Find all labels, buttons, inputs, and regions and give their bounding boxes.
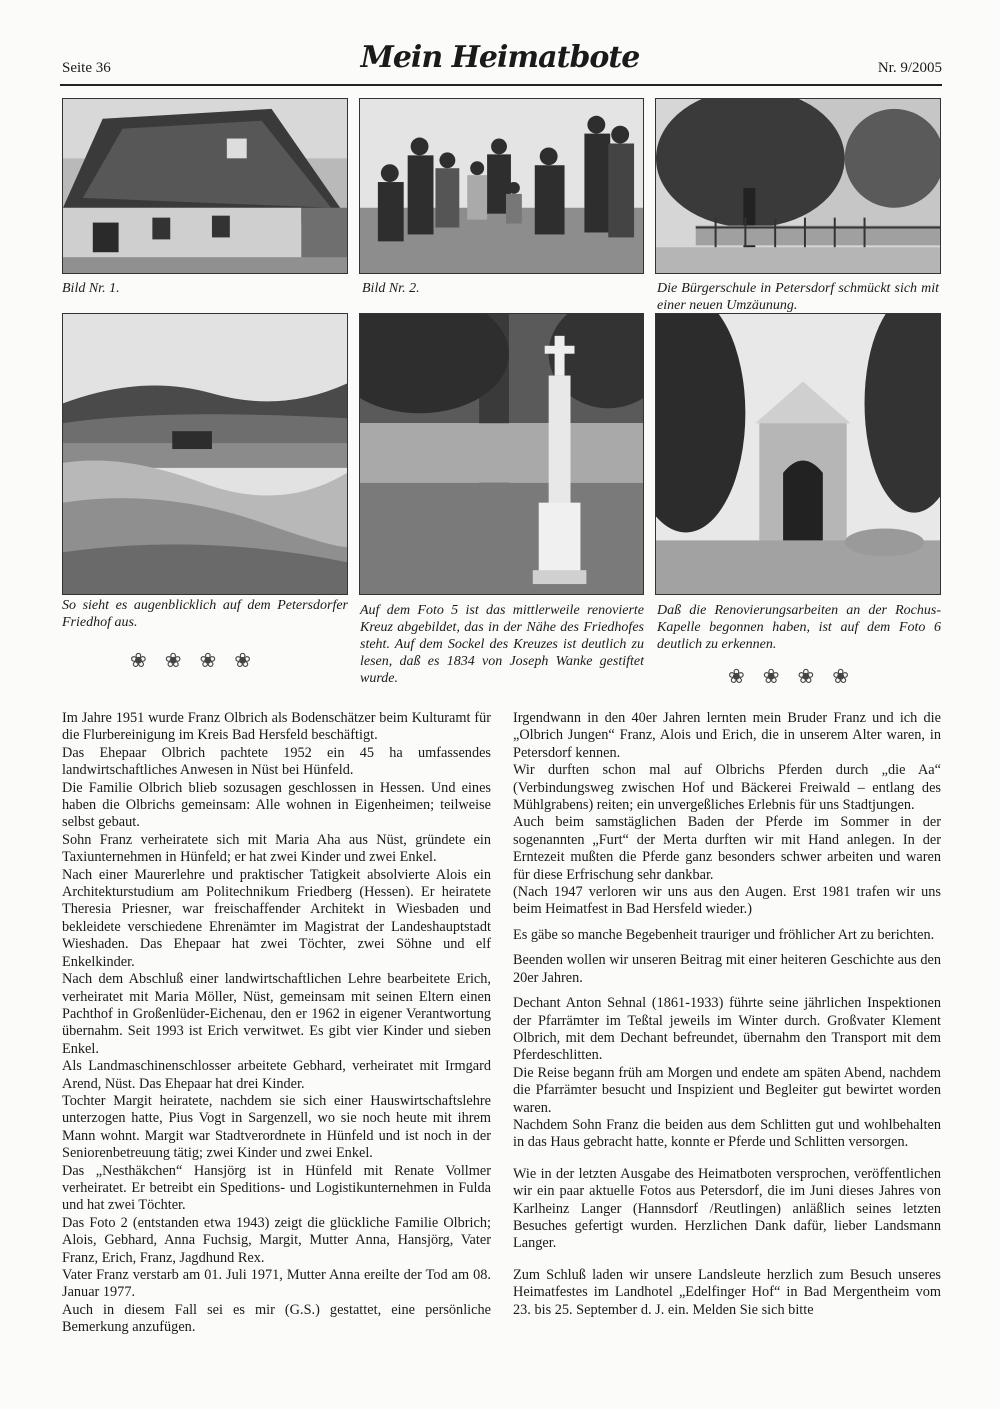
- paragraph: Sohn Franz verheiratete sich mit Maria Aha aus Nüst, gründete ein Taxiunternehmen in Hünfeld; er hat zwei Kinder und zwei Enkel.: [62, 831, 491, 866]
- caption-photo-5: Auf dem Foto 5 ist das mittlerweile renovierte Kreuz abgebildet, das in der Nähe des Friedhofes steht. Auf dem Sockel des Kreuzes ist deutlich zu lesen, daß es 1834 von Joseph Wanke gestiftet wurde.: [360, 603, 644, 686]
- photo-school-fence: [655, 98, 941, 274]
- caption-photo-2: Bild Nr. 2.: [362, 281, 420, 296]
- paragraph: Nach dem Abschluß einer landwirtschaftlichen Lehre bearbeitete Erich, verheiratet mit Maria Möller, Nüst, gemeinsam mit seinen Eltern einen Pachthof in Großenlüder-Eichenau, den er 1962 in eigener Verantwortung übernahm. Seit 1993 ist Erich verwitwet. Es gibt vier Kinder und sieben Enkel.: [62, 971, 491, 1057]
- ornament-flowers-right: ❀❀❀❀: [728, 666, 868, 688]
- paragraph: Nach einer Maurerlehre und praktischer Tatigkeit absolvierte Alois ein Architekturstudium am Politechnikum Friedberg (Hessen). Er heiratete Theresia Priesner, war freischaffender Architekt in Wiesbaden und bekleidete verschiedene Ehrenämter im Magistrat der Landeshauptstadt Wieshaden. Das Ehepaar hat zwei Töchter, zwei Söhne und elf Enkelkinder.: [62, 866, 491, 970]
- caption-photo-4: So sieht es augenblicklich auf dem Petersdorfer Friedhof aus.: [62, 598, 348, 630]
- paragraph: Vater Franz verstarb am 01. Juli 1971, Mutter Anna ereilte der Tod am 08. Januar 1977.: [62, 1267, 491, 1301]
- paragraph: Auch in diesem Fall sei es mir (G.S.) gestattet, eine persönliche Bemerkung anzufügen.: [62, 1301, 491, 1336]
- issue-number: Nr. 9/2005: [877, 60, 942, 76]
- paragraph: Irgendwann in den 40er Jahren lernten mein Bruder Franz und ich die „Olbrich Jungen“ Franz, Alois und Erich, die in unserem Alter waren, in Petersdorf kennen.: [513, 710, 941, 761]
- paragraph: Wie in der letzten Ausgabe des Heimatboten versprochen, veröffentlichen wir ein paar aktuelle Fotos aus Petersdorf, die im Juni dieses Jahres von Karlheinz Langer (Hannsdorf /Reutlingen) anläßlich seines letzten Besuches gefertigt wurden. Herzlichen Dank dafür, lieber Landsmann Langer.: [513, 1165, 941, 1252]
- paragraph: Wir durften schon mal auf Olbrichs Pferden durch „die Aa“ (Verbindungsweg zwischen Hof und Bäckerei Freiwald – entlang des Mühlgrabens) reiten; ein unvergeßliches Erlebnis für uns Stadtjungen.: [513, 762, 941, 814]
- paragraph: Das Ehepaar Olbrich pachtete 1952 ein 45 ha umfassendes landwirtschaftliches Anwesen in Nüst bei Hünfeld.: [62, 744, 491, 779]
- caption-photo-1: Bild Nr. 1.: [62, 281, 120, 296]
- paragraph: Es gäbe so manche Begebenheit trauriger und fröhlicher Art zu berichten.: [513, 926, 935, 943]
- photo-cross: [359, 313, 644, 595]
- paragraph: Die Familie Olbrich blieb sozusagen geschlossen in Hessen. Und eines haben die Olbrichs gemeinsam: Alle wohnen in Eigenheimen; teilweise selbst gebaut.: [62, 779, 491, 831]
- caption-photo-6: Daß die Renovierungsarbeiten an der Rochus-Kapelle begonnen haben, ist auf dem Foto 6 deutlich zu erkennen.: [657, 603, 941, 652]
- paragraph: Dechant Anton Sehnal (1861-1933) führte seine jährlichen Inspektionen der Pfarrämter im Teßtal jeweils im Winter durch. Großvater Klement Olbrich, mit dem Dechant befreundet, übernahm den Transport mit dem Pferdeschlitten.: [513, 995, 941, 1064]
- paragraph: Beenden wollen wir unseren Beitrag mit einer heiteren Geschichte aus den 20er Jahren.: [513, 952, 941, 986]
- paragraph: Im Jahre 1951 wurde Franz Olbrich als Bodenschätzer beim Kulturamt für die Flurbereinigung im Kreis Bad Hersfeld beschäftigt.: [62, 710, 491, 744]
- masthead-title: Mein Heimatbote: [360, 40, 640, 75]
- article-right-column: [513, 710, 941, 1319]
- ornament-flowers-left: ❀❀❀❀: [130, 650, 270, 672]
- header-rule: [60, 84, 942, 86]
- paragraph: Die Reise begann früh am Morgen und endete am späten Abend, nachdem die Pfarrämter besucht und Inspizient und Begleiter gut bewirtet worden waren.: [513, 1064, 941, 1116]
- paragraph: Auch beim samstäglichen Baden der Pferde im Sommer in der sogenannten „Furt“ der Merta durften wir mit Hand anlegen. In der Erntezeit mußten die Pferde ganz besonders schwer arbeiten und waren für diese Erfrischung sehr dankbar.: [513, 814, 941, 883]
- paragraph: Tochter Margit heiratete, nachdem sie sich einer Hauswirtschaftslehre unterzogen hatte, Pius Vogt in Sargenzell, wo sie noch heute mit ihrem Mann wohnt. Margit war Stadtverordnete in Hünfeld und ist noch in der Seniorenbetreuung tätig; zwei Kinder und zwei Enkel.: [62, 1092, 491, 1162]
- article-left-column: [62, 710, 491, 1337]
- paragraph: Das „Nesthäkchen“ Hansjörg ist in Hünfeld mit Renate Vollmer verheiratet. Er betreibt ein Speditions- und Logistikunternehmen in Fulda und hat zwei Töchter.: [62, 1162, 491, 1214]
- paragraph: Das Foto 2 (entstanden etwa 1943) zeigt die glückliche Familie Olbrich; Alois, Gebhard, Anna Fuchsig, Margit, Mutter Anna, Hansjörg, Vater Franz, Erich, Franz, Jagdhund Rex.: [62, 1214, 491, 1266]
- photo-cemetery: [62, 313, 348, 595]
- paragraph: (Nach 1947 verloren wir uns aus den Augen. Erst 1981 trafen wir uns beim Heimatfest in Bad Hersfeld wieder.): [513, 884, 941, 918]
- photo-farmhouse: [62, 98, 348, 274]
- paragraph: Zum Schluß laden wir unsere Landsleute herzlich zum Besuch unseres Heimatfestes im Landhotel „Edelfinger Hof“ in Bad Mergentheim vom 23. bis 25. September d. J. ein. Melden Sie sich bitte: [513, 1266, 941, 1318]
- paragraph: Nachdem Sohn Franz die beiden aus dem Schlitten gut und wohlbehalten in das Haus gebracht hatte, konnte er Pferde und Schlitten versorgen.: [513, 1116, 941, 1151]
- photo-chapel: [655, 313, 941, 595]
- paragraph: Als Landmaschinenschlosser arbeitete Gebhard, verheiratet mit Irmgard Arend, Nüst. Das Ehepaar hat drei Kinder.: [62, 1058, 491, 1092]
- photo-family: [359, 98, 644, 274]
- page-number: Seite 36: [62, 60, 111, 76]
- caption-photo-3: Die Bürgerschule in Petersdorf schmückt sich mit einer neuen Umzäunung.: [657, 281, 939, 313]
